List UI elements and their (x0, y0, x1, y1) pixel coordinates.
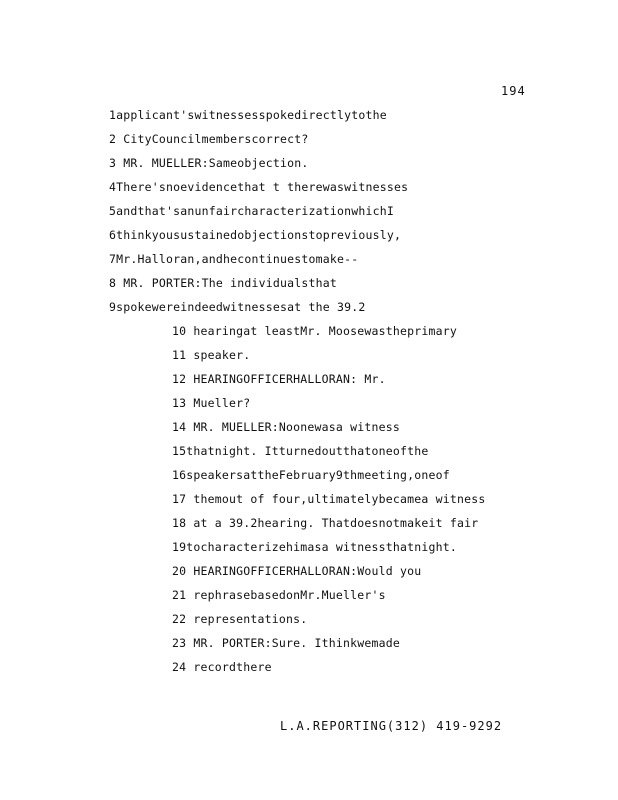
reporter-footer: L.A.REPORTING(312) 419-9292 (280, 719, 503, 733)
transcript-line: 4There'snoevidencethat t therewaswitnesses (109, 180, 409, 194)
transcript-line: 24 recordthere (172, 660, 272, 674)
transcript-line: 5andthat'sanunfaircharacterizationwhichI (109, 204, 394, 218)
transcript-line: 21 rephrasebasedonMr.Mueller's (172, 588, 386, 602)
transcript-line: 2 CityCouncilmemberscorrect? (109, 132, 309, 146)
transcript-line: 16speakersattheFebruary9thmeeting,oneof (172, 468, 450, 482)
transcript-line: 18 at a 39.2hearing. Thatdoesnotmakeit fair (172, 516, 479, 530)
transcript-line: 1applicant'switnessesspokedirectlytothe (109, 108, 387, 122)
transcript-line: 11 speaker. (172, 348, 251, 362)
transcript-line: 20 HEARINGOFFICERHALLORAN:Would you (172, 564, 422, 578)
transcript-line: 12 HEARINGOFFICERHALLORAN: Mr. (172, 372, 386, 386)
transcript-line: 13 Mueller? (172, 396, 251, 410)
transcript-line: 7Mr.Halloran,andhecontinuestomake-- (109, 252, 359, 266)
transcript-line: 3 MR. MUELLER:Sameobjection. (109, 156, 309, 170)
transcript-line: 8 MR. PORTER:The individualsthat (109, 276, 337, 290)
transcript-line: 22 representations. (172, 612, 308, 626)
page-number: 194 (501, 84, 526, 98)
transcript-line: 10 hearingat leastMr. Moosewastheprimary (172, 324, 457, 338)
transcript-line: 6thinkyousustainedobjectionstopreviously, (109, 228, 402, 242)
transcript-line: 15thatnight. Itturnedoutthatoneofthe (172, 444, 429, 458)
transcript-line: 23 MR. PORTER:Sure. Ithinkwemade (172, 636, 400, 650)
transcript-line: 14 MR. MUELLER:Noonewasa witness (172, 420, 400, 434)
transcript-line: 19tocharacterizehimasa witnessthatnight. (172, 540, 457, 554)
transcript-line: 9spokewereindeedwitnessesat the 39.2 (109, 300, 366, 314)
transcript-line: 17 themout of four,ultimatelybecamea witness (172, 492, 486, 506)
